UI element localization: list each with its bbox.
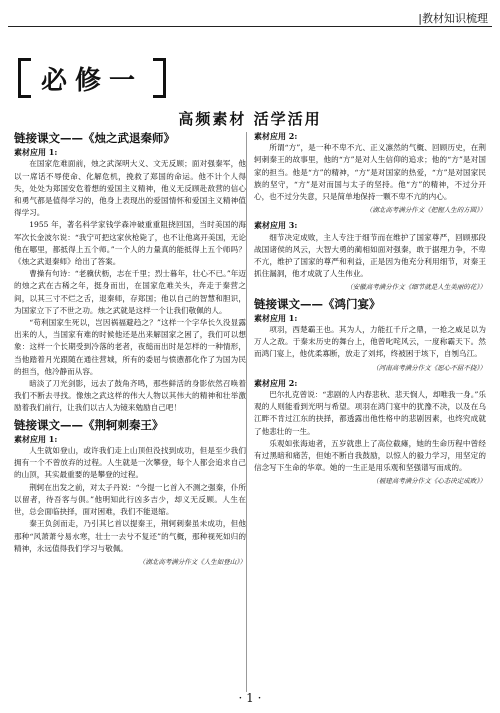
chapter-title: 必修一 xyxy=(41,65,144,96)
source-citation: （安徽高考满分作文《细节就是人生美丽的花》） xyxy=(346,283,486,292)
paragraph: 细节决定成败，主人专注于细节而在维护了国家尊严，回顾那段战国诸侯的风云，大智大勇的蔺相如面对强秦，敢于据理力争，不卑不亢，维护了国家的尊严和利益，正是因为他充分利用细节，对秦王抓住漏洞，他才成就了人生伟业。 xyxy=(254,232,486,279)
material-label: 素材应用 1: xyxy=(14,147,58,158)
header-tag: |教材知识梳理 xyxy=(418,12,488,25)
material-label: 素材应用 1: xyxy=(14,433,58,444)
paragraph: 人生就如登山，或许我们走上山顶但没找到成功，但是至少我们拥有一个不曾放弃的过程。人生就是一次攀登，每个人都会追求自己的山顶，其实最重要的是攀登的过程。 xyxy=(14,446,246,480)
material-label: 素材应用 2: xyxy=(254,377,298,388)
source-citation: （福建高考满分作文《心态决定成败》） xyxy=(372,477,486,486)
source-citation: （湖北高考满分作文《人生如登山》） xyxy=(138,557,246,566)
column-divider xyxy=(246,132,247,692)
section-title: 链接课文——《烛之武退秦师》 xyxy=(14,131,175,145)
right-column xyxy=(254,128,486,491)
paragraph: “苟利国家生死以，岂因祸福避趋之？”这样一个字华长久没显露出来的人，当国家有难的时候他还是出来解国家之困了，我们可以想象：这样一个长期受到冷落的老者，夜缒而出时是怎样的一种情形，当他踏着月光跟随在通往营城，所有的委屈与愤懑都化作了为国为民的担当，他冷静而从容。 xyxy=(14,318,246,376)
paragraph: 暗淡了刀光剑影，远去了鼓角齐鸣，那些鲜活的身影依然召唤着我们不断去寻找。像烛之武这样的伟大人物以其伟大的精神和壮举激励着我们前行，让我们以古人为镜来勉励自己吧！ xyxy=(14,379,246,413)
material-label: 素材应用 2: xyxy=(254,131,298,141)
paragraph: 乐观如张海迪者，五岁就患上了高位截瘫，她的生命历程中曾经有过黑暗和痛苦，但她不断自我鼓励，以惊人的毅力学习，用坚定的信念写下生命的华章。她的一生正是用乐观和坚强谱写而成的。 xyxy=(254,438,486,473)
paragraph: 秦王负剑而走，乃引其匕首以提秦王，荆轲刺秦虽未成功，但他那种“风萧萧兮易水寒，壮士一去兮不复还”的气概，那种视死如归的精神，永远值得我们学习与敬佩。 xyxy=(14,519,246,553)
right-bracket xyxy=(153,58,166,98)
material-label: 素材应用 3: xyxy=(254,220,298,231)
paragraph: 荆轲在出发之前，对太子丹说：“今提一匕首入不测之强秦，仆所以留者，待吾客与俱。”他明知此行凶多吉少，却义无反顾。人生在世，总会面临抉择，面对困难，我们不能退缩。 xyxy=(14,482,246,517)
paragraph: 1955 年，著名科学家钱学森冲破重重阻挠回国，当时美国的海军次长金波尔说：“我宁可把这家伙枪毙了，也不让他离开美国，无论他在哪里，都抵得上五个师。”一个人的力量真的能抵得上五个师吗？《烛之武退秦师》给出了答案。 xyxy=(14,220,246,267)
section-title: 链接课文——《鸿门宴》 xyxy=(254,296,381,311)
material-label: 素材应用 1: xyxy=(254,312,298,323)
paragraph: 所谓“方”，是一种不卑不亢、正义凛然的气概、回顾历史，在荆轲刺秦王的故事里，他的“方”是对人生信仰的追求；他的“方”是对国家的担当。他是“方”的精神，“方”是对国家的热爱，“方”是对国家民族的坚守，“方”是对而国与太子的坚持。他“方”的精神，不过分开心，也不过分失意，只是简单地保持一颗不卑不亢的内心。 xyxy=(254,143,486,202)
page-number: · 1 · xyxy=(238,691,262,705)
banner-title: 高频素材 活学活用 xyxy=(178,110,322,128)
chapter-heading xyxy=(18,58,166,98)
left-column xyxy=(14,128,246,571)
header-rule xyxy=(8,26,492,27)
paragraph: 曹操有句诗：“老骥伏枥，志在千里；烈士暮年，壮心不已。”年迈的烛之武在古稀之年，挺身而出，在国家危难关头，奔走于秦营之间，以其三寸不烂之舌，退秦师，存郑国；他以自己的智慧和胆识，为国家立下了不世之功。烛之武就是这样一个让我们敬佩的人。 xyxy=(14,269,246,315)
paragraph: 项羽，西楚霸王也。其为人，力能扛千斤之鼎，一抢之威足以为万人之敌。于秦末历史的舞台上，他曾叱咤风云，一度称霸天下。然而鸿门宴上，他优柔寡断，放走了刘邦，终被困于垓下，自刎乌江。 xyxy=(254,325,486,359)
paragraph: 巴尔扎克曾说：“悲剧的人内春悲秋、悲天悯人，却唯我一身。”乐观的人则能看到光明与希望。项羽在鸿门宴中的犹豫不决，以及在乌江畔不肯过江东的抉择，都透露出他性格中的悲剧因素，也终究成就了他悲壮的一生。 xyxy=(254,390,486,436)
paragraph: 在国家危难面前，烛之武深明大义、文无反顾；面对强秦军，他以一席话不辱使命、化解危机，挽救了郑国的命运。他不计个人得失，处处为郑国安危着想的爱国主义精神，他义无反顾赴敌营的信心和勇气都是值得学习的，他身上表现出的爱国情怀和爱国主义精神值得学习。 xyxy=(14,159,246,218)
section-banner xyxy=(0,108,500,129)
source-citation: （河南高考满分作文《愿心不屈不挠》） xyxy=(372,363,486,372)
section-title: 链接课文——《荆轲刺秦王》 xyxy=(14,417,164,432)
source-citation: （湖北高考满分作文《把握人生的方圆》） xyxy=(365,206,486,215)
left-bracket xyxy=(18,58,31,98)
